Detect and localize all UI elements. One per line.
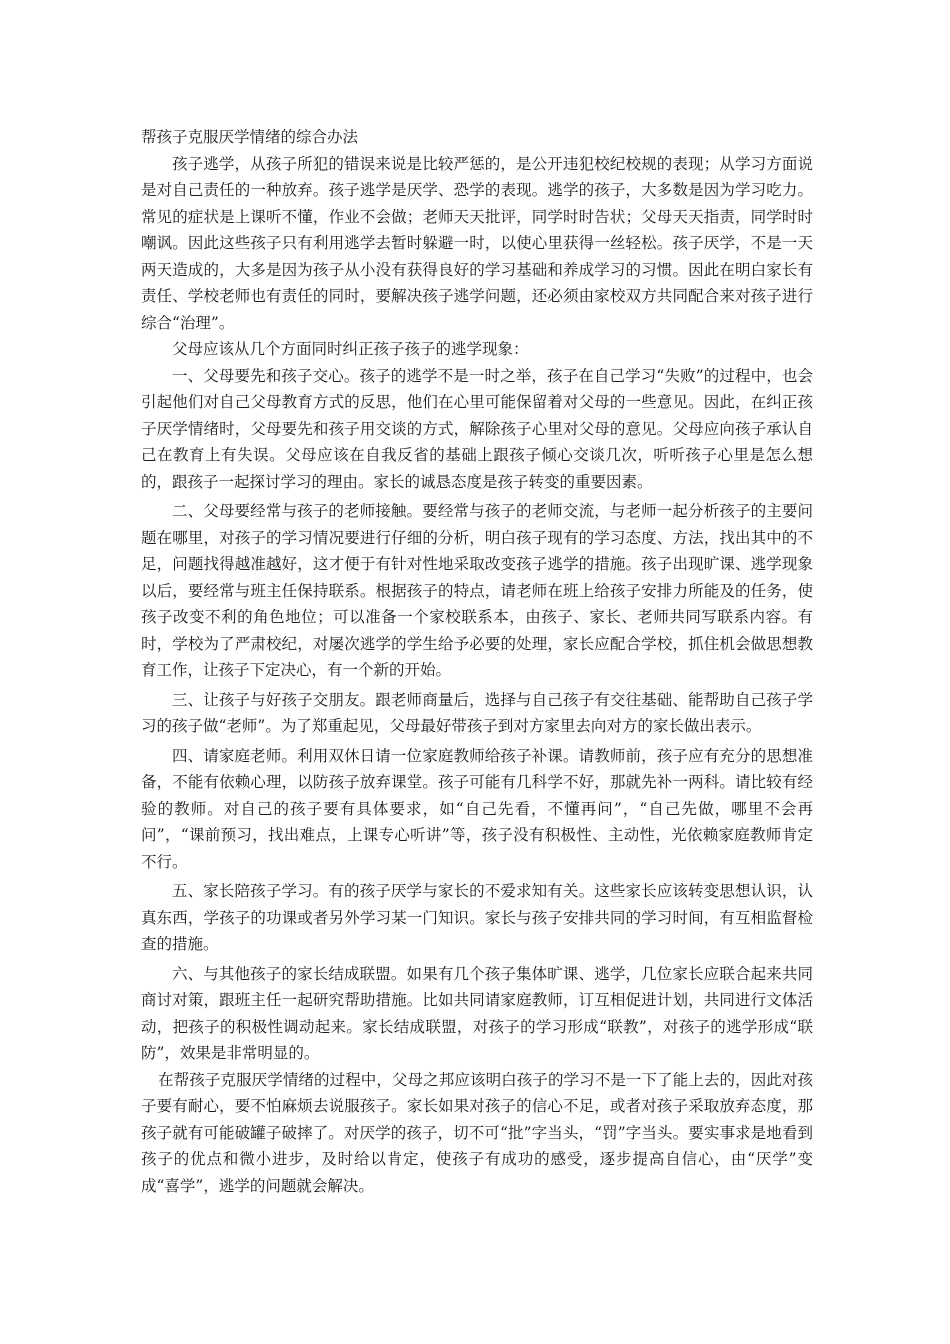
paragraph-point-1: 一、父母要先和孩子交心。孩子的逃学不是一时之举，孩子在自己学习“失败”的过程中，也会引起他们对自己父母教育方式的反思，他们在心里可能保留着对父母的一些意见。因此，在纠正孩子厌学情绪时，父母要先和孩子用交谈的方式，解除孩子心里对父母的意见。父母应向孩子承认自己在教育上有失误。父母应该在自我反省的基础上跟孩子倾心交谈几次，听听孩子心里是怎么想的，跟孩子一起探讨学习的理由。家长的诚恳态度是孩子转变的重要因素。	[141, 366, 813, 491]
paragraph-point-2: 二、父母要经常与孩子的老师接触。要经常与孩子的老师交流，与老师一起分析孩子的主要问题在哪里，对孩子的学习情况要进行仔细的分析，明白孩子现有的学习态度、方法，找出其中的不足，问题找得越准越好，这才便于有针对性地采取改变孩子逃学的措施。孩子出现旷课、逃学现象以后，要经常与班主任保持联系。根据孩子的特点，请老师在班上给孩子安排力所能及的任务，使孩子改变不利的角色地位；可以准备一个家校联系本，由孩子、家长、老师共同写联系内容。有时，学校为了严肃校纪，对屡次逃学的学生给予必要的处理，家长应配合学校，抓住机会做思想教育工作，让孩子下定决心，有一个新的开始。	[141, 502, 813, 679]
paragraph-conclusion: 在帮孩子克服厌学情绪的过程中，父母之邦应该明白孩子的学习不是一下了能上去的，因此对孩子要有耐心，要不怕麻烦去说服孩子。家长如果对孩子的信心不足，或者对孩子采取放弃态度，那孩子就有可能破罐子破摔了。对厌学的孩子，切不可“批”字当头，“罚”字当头。要实事求是地看到孩子的优点和微小进步，及时给以肯定，使孩子有成功的感受，逐步提高自信心，由“厌学”变成“喜学”，逃学的问题就会解决。	[141, 1070, 813, 1195]
paragraph-point-5: 五、家长陪孩子学习。有的孩子厌学与家长的不爱求知有关。这些家长应该转变思想认识，认真东西，学孩子的功课或者另外学习某一门知识。家长与孩子安排共同的学习时间，有互相监督检查的措施。	[141, 882, 813, 953]
document-body	[141, 124, 813, 1199]
paragraph-intro: 孩子逃学，从孩子所犯的错误来说是比较严惩的，是公开违犯校纪校规的表现；从学习方面说是对自己责任的一种放弃。孩子逃学是厌学、恐学的表现。逃学的孩子，大多数是因为学习吃力。常见的症状是上课听不懂，作业不会做；老师天天批评，同学时时告状；父母天天指责，同学时时嘲讽。因此这些孩子只有利用逃学去暂时躲避一时，以使心里获得一丝轻松。孩子厌学，不是一天两天造成的，大多是因为孩子从小没有获得良好的学习基础和养成学习的习惯。因此在明白家长有责任、学校老师也有责任的同时，要解决孩子逃学问题，还必须由家校双方共同配合来对孩子进行综合“治理”。	[141, 154, 813, 332]
paragraph-lead: 父母应该从几个方面同时纠正孩子孩子的逃学现象：	[172, 340, 529, 358]
paragraph-point-3: 三、让孩子与好孩子交朋友。跟老师商量后，选择与自己孩子有交往基础、能帮助自己孩子学习的孩子做“老师”。为了郑重起见，父母最好带孩子到对方家里去向对方的家长做出表示。	[141, 690, 813, 735]
paragraph-point-6: 六、与其他孩子的家长结成联盟。如果有几个孩子集体旷课、逃学，几位家长应联合起来共同商讨对策，跟班主任一起研究帮助措施。比如共同请家庭教师，订互相促进计划，共同进行文体活动，把孩子的积极性调动起来。家长结成联盟，对孩子的学习形成“联教”，对孩子的逃学形成“联防”，效果是非常明显的。	[141, 964, 813, 1062]
document-title: 帮孩子克服厌学情绪的综合办法	[141, 128, 359, 146]
paragraph-point-4: 四、请家庭老师。利用双休日请一位家庭教师给孩子补课。请教师前，孩子应有充分的思想准备，不能有依赖心理，以防孩子放弃课堂。孩子可能有几科学不好，那就先补一两科。请比较有经验的教师。对自己的孩子要有具体要求，如“自己先看，不懂再问”，“自己先做，哪里不会再问”，“课前预习，找出难点，上课专心听讲”等，孩子没有积极性、主动性，光依赖家庭教师肯定不行。	[141, 746, 813, 871]
